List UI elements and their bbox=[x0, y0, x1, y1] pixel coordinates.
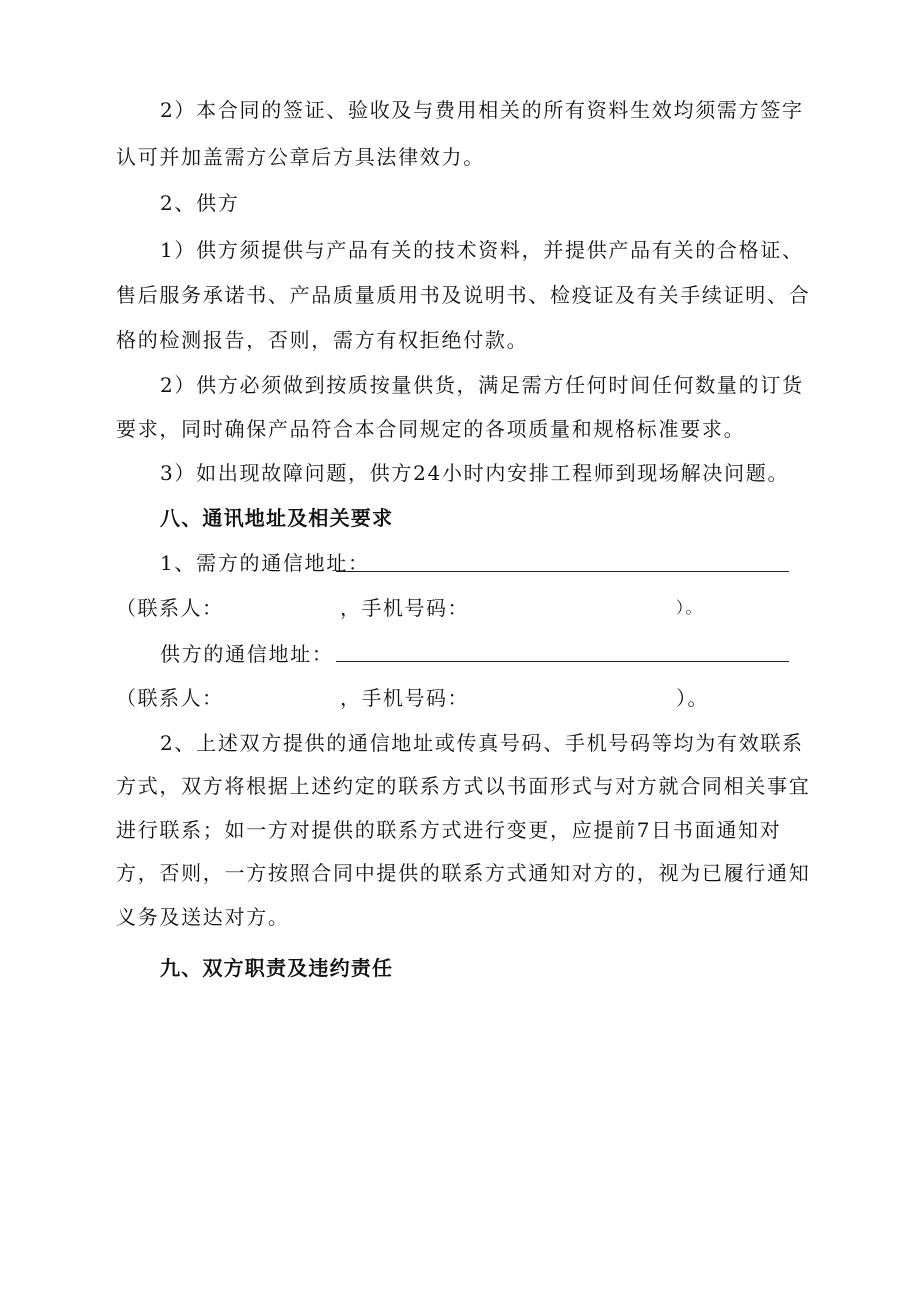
clause-line: 2）本合同的签证、验收及与费用相关的所有资料生效均须需方签字 bbox=[160, 98, 804, 122]
address-fill-line bbox=[336, 661, 789, 662]
clause-line: 方式，双方将根据上述约定的联系方式以书面形式与对方就合同相关事宜 bbox=[116, 774, 811, 798]
address-label: 1、需方的通信地址： bbox=[160, 551, 370, 575]
clause-line: 格的检测报告，否则，需方有权拒绝付款。 bbox=[116, 328, 529, 352]
section-heading: 九、双方职责及违约责任 bbox=[160, 956, 394, 980]
contact-label: （联系人： bbox=[116, 686, 224, 710]
clause-line: 售后服务承诺书、产品质量质用书及说明书、检疫证及有关手续证明、合 bbox=[116, 283, 811, 307]
contact-label: （联系人： bbox=[116, 596, 224, 620]
phone-label: ，手机号码： bbox=[340, 686, 469, 710]
section-heading: 八、通讯地址及相关要求 bbox=[160, 506, 394, 530]
address-label: 供方的通信地址： bbox=[160, 642, 334, 666]
address-fill-line bbox=[336, 571, 789, 572]
clause-line: 方，否则，一方按照合同中提供的联系方式通知对方的，视为已履行通知 bbox=[116, 861, 811, 885]
subsection-title: 2、供方 bbox=[160, 191, 240, 215]
clause-line: 3）如出现故障问题，供方24小时内安排工程师到现场解决问题。 bbox=[160, 461, 790, 485]
clause-line: 要求，同时确保产品符合本合同规定的各项质量和规格标准要求。 bbox=[116, 417, 746, 441]
contact-end: ）。 bbox=[676, 598, 704, 617]
clause-line: 1）供方须提供与产品有关的技术资料，并提供产品有关的合格证、 bbox=[160, 238, 804, 262]
clause-line: 义务及送达对方。 bbox=[116, 905, 290, 929]
contact-end: ）。 bbox=[676, 686, 709, 710]
clause-line: 认可并加盖需方公章后方具法律效力。 bbox=[116, 145, 485, 169]
clause-line: 进行联系；如一方对提供的联系方式进行变更，应提前7日书面通知对 bbox=[116, 818, 782, 842]
phone-label: ，手机号码： bbox=[340, 596, 469, 620]
clause-line: 2、上述双方提供的通信地址或传真号码、手机号码等均为有效联系 bbox=[160, 731, 804, 755]
clause-line: 2）供方必须做到按质按量供货，满足需方任何时间任何数量的订货 bbox=[160, 373, 804, 397]
